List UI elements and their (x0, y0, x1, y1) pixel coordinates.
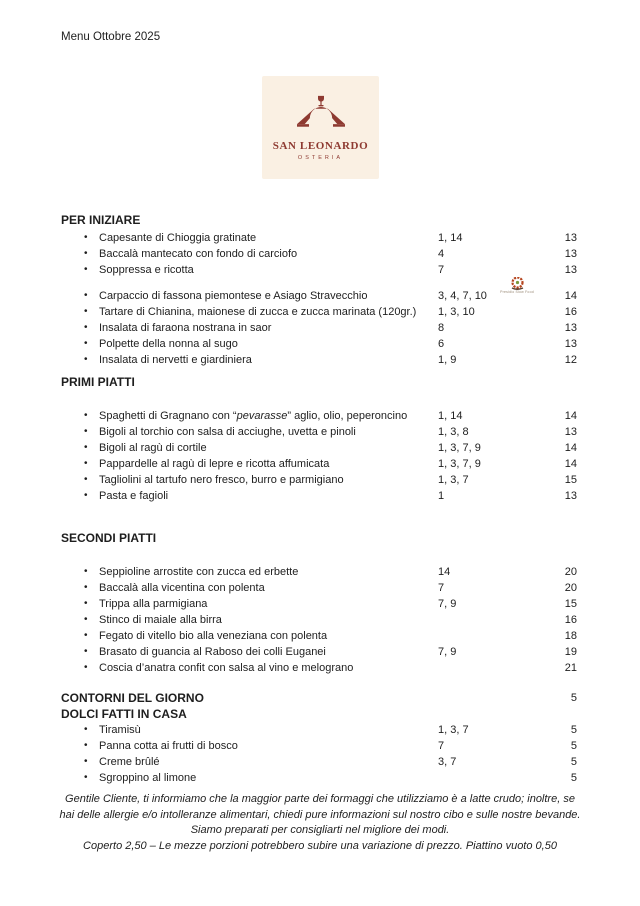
item-name-wrap (99, 262, 438, 278)
item-name-wrap (99, 472, 438, 488)
menu-item-row (61, 660, 577, 676)
menu-item-row (61, 770, 577, 786)
item-name-wrap (99, 336, 438, 352)
bullet-icon: • (84, 724, 88, 735)
menu-item-row (61, 408, 577, 424)
item-name-wrap (99, 580, 438, 596)
item-price: 16 (564, 614, 577, 626)
item-name: Carpaccio di fassona piemontese e Asiago Stravecchio (99, 290, 368, 302)
menu-item-row (61, 262, 577, 278)
bullet-icon: • (84, 598, 88, 609)
item-allergens-cell (438, 472, 538, 488)
item-name-wrap (99, 230, 438, 246)
item-allergens-cell (438, 596, 538, 612)
section-header (61, 706, 577, 722)
item-name-wrap (99, 644, 438, 660)
menu-item-row (61, 288, 577, 304)
item-allergens-cell (438, 722, 538, 738)
item-allergens: 3, 4, 7, 10 (438, 290, 487, 302)
item-price: 16 (564, 306, 577, 318)
document-title: Menu Ottobre 2025 (61, 31, 161, 43)
item-allergens-cell (438, 754, 538, 770)
bullet-icon: • (84, 662, 88, 673)
item-allergens-cell (438, 320, 538, 336)
item-name: Bigoli al ragù di cortile (99, 442, 207, 454)
item-name-wrap (99, 352, 438, 368)
menu-item-row (61, 230, 577, 246)
section-items (61, 230, 577, 368)
bullet-icon: • (84, 740, 88, 751)
logo-title: SAN LEONARDO (272, 139, 369, 152)
item-name: Coscia d’anatra confit con salsa al vino e melograno (99, 662, 354, 674)
item-allergens: 1, 3, 8 (438, 426, 469, 438)
item-name: Bigoli al torchio con salsa di acciughe, uvetta e pinoli (99, 426, 356, 438)
bullet-icon: • (84, 772, 88, 783)
section-header (61, 530, 577, 546)
menu-item-row (61, 352, 577, 368)
item-allergens-cell (438, 230, 538, 246)
item-price: 13 (564, 338, 577, 350)
menu-item-row (61, 472, 577, 488)
item-name: Baccalà alla vicentina con polenta (99, 582, 265, 594)
menu-section-contorni-del-giorno (61, 690, 577, 706)
menu-section-primi-piatti (61, 374, 577, 504)
item-price: 14 (564, 290, 577, 302)
item-name: Spaghetti di Gragnano con “ (99, 410, 237, 422)
item-name: Insalata di nervetti e giardiniera (99, 354, 252, 366)
item-name-wrap (99, 424, 438, 440)
bullet-icon: • (84, 756, 88, 767)
footer-line: Coperto 2,50 – Le mezze porzioni potrebbero subire una variazione di prezzo. Piattino vuoto 0,50 (83, 839, 557, 852)
item-name: Seppioline arrostite con zucca ed erbette (99, 566, 299, 578)
item-price: 20 (564, 566, 577, 578)
item-name: Tiramisù (99, 724, 141, 736)
footer-line: hai delle allergie e/o intolleranze alimentari, chiedi pure informazioni sul nostro cibo e sulle nostre bevande. (59, 808, 581, 821)
item-name-wrap (99, 408, 438, 424)
bullet-icon: • (84, 264, 88, 275)
item-name-wrap (99, 660, 438, 676)
footer-line: Siamo preparati per consigliarti nel migliore dei modi. (190, 824, 450, 836)
item-name-wrap (99, 722, 438, 738)
section-title: SECONDI PIATTI (61, 531, 157, 545)
menu-section-dolci-fatti-in-casa (61, 706, 577, 786)
item-allergens: 1, 14 (438, 232, 463, 244)
section-items (61, 408, 577, 504)
item-allergens-cell (438, 288, 538, 304)
item-allergens: 1, 14 (438, 410, 463, 422)
bullet-icon: • (84, 232, 88, 243)
restaurant-logo (262, 76, 379, 179)
item-name: Fegato di vitello bio alla veneziana con polenta (99, 630, 328, 642)
item-allergens-cell (438, 564, 538, 580)
item-allergens: 1, 3, 7, 9 (438, 442, 481, 454)
item-name-wrap (99, 628, 438, 644)
slow-food-badge (500, 277, 534, 295)
item-price: 5 (570, 772, 577, 784)
menu-item-row (61, 488, 577, 504)
item-name-wrap (99, 564, 438, 580)
section-header (61, 374, 577, 390)
bullet-icon: • (84, 442, 88, 453)
menu-item-row (61, 246, 577, 262)
item-price: 19 (564, 646, 577, 658)
item-allergens-cell (438, 304, 538, 320)
item-name-italic: pevarasse (236, 410, 288, 422)
slow-food-snail-icon (510, 277, 525, 290)
menu-item-row (61, 722, 577, 738)
item-allergens-cell (438, 488, 538, 504)
bullet-icon: • (84, 630, 88, 641)
item-name-after: ” aglio, olio, peperoncino (287, 410, 408, 422)
item-name: Pappardelle al ragù di lepre e ricotta affumicata (99, 458, 330, 470)
item-allergens-cell (438, 246, 538, 262)
item-allergens: 6 (438, 338, 445, 350)
item-name: Creme brûlé (99, 756, 160, 768)
item-allergens: 7, 9 (438, 598, 457, 610)
item-name: Capesante di Chioggia gratinate (99, 232, 257, 244)
item-allergens: 7, 9 (438, 646, 457, 658)
section-title: CONTORNI DEL GIORNO (61, 691, 204, 705)
menu-item-row (61, 336, 577, 352)
menu-sections (61, 212, 577, 786)
section-items (61, 722, 577, 786)
bridge-and-goblet-icon (295, 95, 347, 136)
bullet-icon: • (84, 426, 88, 437)
section-items (61, 564, 577, 676)
item-allergens: 1, 3, 7, 9 (438, 458, 481, 470)
item-allergens-cell (438, 770, 538, 786)
item-name-wrap (99, 596, 438, 612)
item-name: Insalata di faraona nostrana in saor (99, 322, 272, 334)
bullet-icon: • (84, 354, 88, 365)
item-name: Panna cotta ai frutti di bosco (99, 740, 238, 752)
menu-item-row (61, 304, 577, 320)
item-price: 13 (564, 490, 577, 502)
menu-item-row (61, 580, 577, 596)
item-allergens-cell (438, 408, 538, 424)
item-allergens: 1 (438, 490, 445, 502)
menu-item-row (61, 440, 577, 456)
item-allergens: 7 (438, 582, 445, 594)
bullet-icon: • (84, 458, 88, 469)
section-price: 5 (570, 692, 577, 704)
item-allergens-cell (438, 424, 538, 440)
item-price: 13 (564, 426, 577, 438)
bullet-icon: • (84, 582, 88, 593)
item-price: 18 (564, 630, 577, 642)
menu-item-row (61, 612, 577, 628)
logo-subtitle: OSTERIA (297, 154, 344, 161)
section-title: PER INIZIARE (61, 213, 141, 227)
item-allergens-cell (438, 628, 538, 644)
section-header (61, 690, 577, 706)
item-allergens: 8 (438, 322, 445, 334)
item-allergens: 4 (438, 248, 445, 260)
item-name-wrap (99, 754, 438, 770)
item-price: 13 (564, 264, 577, 276)
item-price: 14 (564, 442, 577, 454)
item-price: 13 (564, 232, 577, 244)
menu-item-row (61, 320, 577, 336)
menu-item-row (61, 754, 577, 770)
bullet-icon: • (84, 614, 88, 625)
item-price: 12 (564, 354, 577, 366)
item-price: 13 (564, 248, 577, 260)
item-name: Stinco di maiale alla birra (99, 614, 222, 626)
item-name: Tagliolini al tartufo nero fresco, burro e parmigiano (99, 474, 344, 486)
menu-item-row (61, 456, 577, 472)
bullet-icon: • (84, 646, 88, 657)
item-name-wrap (99, 612, 438, 628)
item-price: 5 (570, 756, 577, 768)
item-price: 15 (564, 474, 577, 486)
menu-item-row (61, 738, 577, 754)
item-name: Sgroppino al limone (99, 772, 197, 784)
section-title: DOLCI FATTI IN CASA (61, 707, 187, 721)
item-allergens-cell (438, 336, 538, 352)
menu-item-row (61, 424, 577, 440)
bullet-icon: • (84, 248, 88, 259)
item-name-wrap (99, 770, 438, 786)
item-allergens: 1, 9 (438, 354, 457, 366)
slow-food-caption: Presidio Slow Food (500, 290, 534, 294)
item-name: Tartare di Chianina, maionese di zucca e zucca marinata (120gr.) (99, 306, 417, 318)
item-name: Soppressa e ricotta (99, 264, 194, 276)
item-name-wrap (99, 488, 438, 504)
item-name: Trippa alla parmigiana (99, 598, 208, 610)
item-price: 20 (564, 582, 577, 594)
item-allergens: 3, 7 (438, 756, 457, 768)
item-allergens-cell (438, 644, 538, 660)
menu-item-row (61, 564, 577, 580)
bullet-icon: • (84, 322, 88, 333)
bullet-icon: • (84, 338, 88, 349)
bullet-icon: • (84, 306, 88, 317)
item-name-wrap (99, 320, 438, 336)
item-allergens-cell (438, 738, 538, 754)
item-allergens: 1, 3, 7 (438, 724, 469, 736)
item-price: 5 (570, 724, 577, 736)
item-price: 15 (564, 598, 577, 610)
item-name-wrap (99, 456, 438, 472)
item-allergens-cell (438, 456, 538, 472)
item-price: 14 (564, 410, 577, 422)
item-name-wrap (99, 440, 438, 456)
item-price: 14 (564, 458, 577, 470)
bullet-icon: • (84, 566, 88, 577)
item-allergens: 1, 3, 7 (438, 474, 469, 486)
section-title: PRIMI PIATTI (61, 375, 135, 389)
item-name: Baccalà mantecato con fondo di carciofo (99, 248, 298, 260)
item-name: Pasta e fagioli (99, 490, 169, 502)
item-allergens: 1, 3, 10 (438, 306, 475, 318)
item-allergens: 7 (438, 740, 445, 752)
item-price: 21 (564, 662, 577, 674)
bullet-icon: • (84, 490, 88, 501)
item-allergens-cell (438, 440, 538, 456)
menu-item-row (61, 644, 577, 660)
item-allergens-cell (438, 580, 538, 596)
item-name-wrap (99, 304, 438, 320)
item-allergens-cell (438, 612, 538, 628)
item-price: 13 (564, 322, 577, 334)
bullet-icon: • (84, 474, 88, 485)
item-allergens: 14 (438, 566, 451, 578)
menu-item-row (61, 596, 577, 612)
item-price: 5 (570, 740, 577, 752)
section-header (61, 212, 577, 228)
footer-note (40, 792, 600, 854)
item-name: Brasato di guancia al Raboso dei colli Euganei (99, 646, 326, 658)
bullet-icon: • (84, 410, 88, 421)
item-name-wrap (99, 738, 438, 754)
bullet-icon: • (84, 290, 88, 301)
item-allergens: 7 (438, 264, 445, 276)
item-name: Polpette della nonna al sugo (99, 338, 238, 350)
item-name-wrap (99, 246, 438, 262)
menu-section-per-iniziare (61, 212, 577, 368)
item-allergens-cell (438, 660, 538, 676)
footer-line: Gentile Cliente, ti informiamo che la maggior parte dei formaggi che utilizziamo è a latte crudo; inoltre, se (65, 793, 575, 805)
item-allergens-cell (438, 262, 538, 278)
menu-item-row (61, 628, 577, 644)
menu-section-secondi-piatti (61, 530, 577, 676)
item-name-wrap (99, 288, 438, 304)
item-allergens-cell (438, 352, 538, 368)
